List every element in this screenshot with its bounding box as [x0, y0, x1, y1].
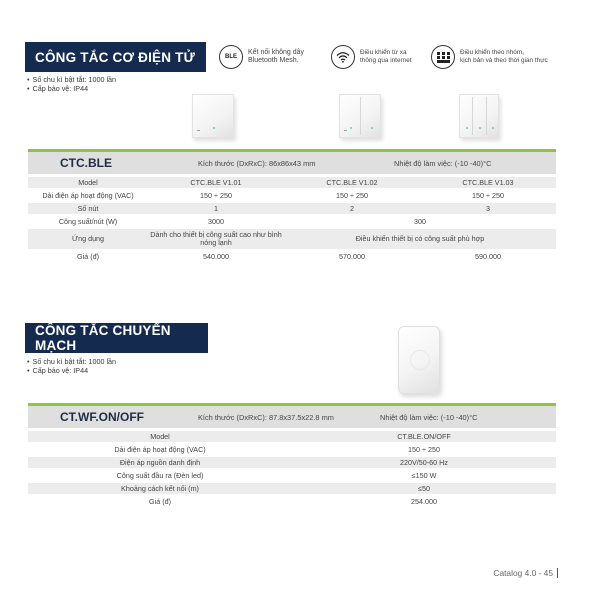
table-row: [28, 190, 556, 201]
spec-table: [28, 175, 556, 264]
model-name: CTC.BLE: [60, 156, 112, 170]
rocker: [460, 97, 473, 135]
dimensions: Kích thước (DxRxC): 87.8x37.5x22.8 mm: [198, 412, 334, 422]
cell: 3000: [208, 217, 224, 226]
table-row: [28, 203, 556, 214]
bullet-item: • Cấp bảo vệ: IP44: [27, 84, 116, 93]
cell: 150 ÷ 250: [336, 191, 368, 200]
table-row: [28, 431, 556, 442]
switch-2-gang-image: [339, 94, 381, 138]
spec-bullets: [27, 75, 116, 93]
feature-line: Bluetooth Mesh.: [248, 57, 299, 64]
working-temperature: Nhiệt độ làm việc: (-10 -40)°C: [394, 158, 492, 168]
cell: ≤150 W: [411, 471, 437, 480]
section-title: CÔNG TẮC CƠ ĐIỆN TỬ: [25, 42, 206, 72]
cell: 570.000: [339, 252, 365, 261]
cell: 540.000: [203, 252, 229, 261]
cell: CT.BLE.ON/OFF: [292, 431, 556, 442]
row-label: Dải điện áp hoạt động (VAC): [42, 191, 134, 200]
table-row: [28, 229, 556, 249]
table-row: [28, 483, 556, 494]
led-indicator: [350, 127, 352, 129]
table-row: [28, 216, 556, 227]
feature-line: Điều khiển theo nhóm,: [460, 49, 524, 57]
feature-line: thông qua internet: [360, 57, 412, 64]
cell: 300: [414, 217, 426, 226]
cell: 3: [420, 203, 556, 214]
switch-module-image: [398, 326, 440, 394]
row-label: Dải điện áp hoạt động (VAC): [114, 445, 206, 454]
table-row: [28, 251, 556, 262]
led-indicator: [466, 127, 468, 129]
table-row: [28, 470, 556, 481]
feature-wifi: [331, 45, 412, 69]
wifi-icon: [331, 45, 355, 69]
feature-line: Điều khiển từ xa: [360, 49, 407, 57]
dimensions: Kích thước (DxRxC): 86x86x43 mm: [198, 158, 316, 168]
section-title: CÔNG TẮC CHUYỂN MẠCH: [25, 323, 208, 353]
table-row: [28, 457, 556, 468]
cell: 150 ÷ 250: [408, 445, 440, 454]
led-indicator: [479, 127, 481, 129]
cell: 2: [284, 203, 420, 214]
model-name: CT.WF.ON/OFF: [60, 410, 144, 424]
feature-line: kịch bản và theo thời gian thực: [460, 57, 548, 64]
cell: 254.000: [411, 497, 437, 506]
row-label: Số nút: [28, 203, 148, 214]
cell: ≤50: [292, 483, 556, 494]
cell: 150 ÷ 250: [472, 191, 504, 200]
row-label: Giá (đ): [149, 497, 171, 506]
spec-table: [28, 429, 556, 509]
led-indicator: [492, 127, 494, 129]
row-label: Điện áp nguồn danh định: [28, 457, 292, 468]
rocker: [473, 97, 487, 135]
feature-bluetooth: [219, 45, 304, 69]
row-label: Công suất đầu ra (Đèn led): [116, 471, 204, 480]
bluetooth-ble-icon: BLE: [219, 45, 243, 69]
product-header: [28, 152, 556, 174]
working-temperature: Nhiệt độ làm việc: (-10 -40)°C: [380, 412, 478, 422]
table-row: [28, 444, 556, 455]
table-row: [28, 496, 556, 507]
row-label: Khoảng cách kết nối (m): [28, 483, 292, 494]
brand-logo-mark: ▬: [344, 128, 347, 132]
feature-text: [460, 49, 548, 64]
spec-bullets: [27, 357, 116, 375]
row-label: Ứng dụng: [28, 229, 148, 249]
switch-1-gang-image: [192, 94, 234, 138]
cell: 220V/50-60 Hz: [292, 457, 556, 468]
device-ring: [410, 350, 430, 370]
cell: CTC.BLE V1.03: [420, 177, 556, 188]
led-indicator: [371, 127, 373, 129]
brand-logo-mark: ▬: [197, 128, 200, 132]
bullet-item: • Số chu kì bật tắt: 1000 lần: [27, 75, 116, 84]
row-label: Model: [28, 177, 148, 188]
feature-line: Kết nối không dây: [248, 48, 305, 56]
row-label: Giá (đ): [77, 252, 99, 261]
bullet-item: • Cấp bảo vệ: IP44: [27, 366, 116, 375]
feature-text: [360, 49, 412, 64]
feature-text: [248, 49, 304, 66]
led-indicator: [213, 127, 215, 129]
bullet-item: • Số chu kì bật tắt: 1000 lần: [27, 357, 116, 366]
feature-scene: [431, 45, 548, 69]
cell: 150 ÷ 250: [200, 191, 232, 200]
product-header: [28, 406, 556, 428]
row-label: Công suất/nút (W): [58, 217, 118, 226]
switch-3-gang-image: [459, 94, 499, 138]
grid-scene-icon: [431, 45, 455, 69]
cell: CTC.BLE V1.01: [148, 177, 284, 188]
cell: 1: [148, 203, 284, 214]
cell: 590.000: [475, 252, 501, 261]
table-row: [28, 177, 556, 188]
cell: Điều khiển thiết bị có công suất phù hợp: [284, 229, 556, 249]
page-footer: Catalog 4.0 - 45: [493, 568, 558, 578]
cell: Dành cho thiết bị công suất cao như bình nóng lạnh: [148, 229, 284, 249]
cell: CTC.BLE V1.02: [284, 177, 420, 188]
row-label: Model: [28, 431, 292, 442]
